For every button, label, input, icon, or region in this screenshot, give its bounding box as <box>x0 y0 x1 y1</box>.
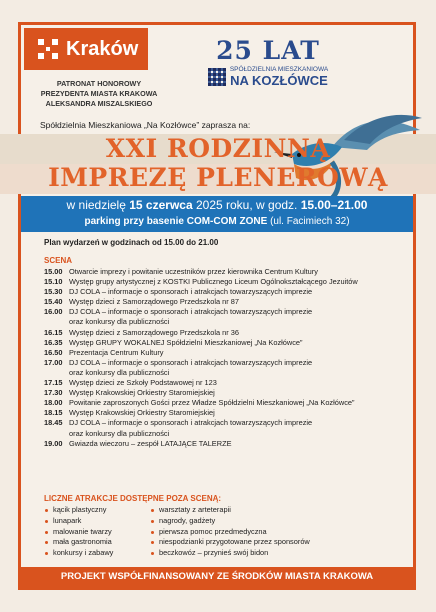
attraction-item: beczkowóz – przynieś swój bidon <box>150 548 310 559</box>
event-date: w niedzielę 15 czerwca 2025 roku, w godz. 15.00–21.00 <box>66 198 368 212</box>
schedule-row <box>44 338 404 348</box>
invitation-text: Spółdzielnia Mieszkaniowa „Na Kozłówce” zaprasza na: <box>40 120 251 130</box>
schedule-row <box>44 408 404 418</box>
schedule-text: Występ Krakowskiej Orkiestry Staromiejskiej <box>69 408 215 418</box>
schedule-row <box>44 378 404 388</box>
schedule-text: Prezentacja Centrum Kultury <box>69 347 164 357</box>
schedule-continuation: oraz konkursy dla publiczności <box>69 367 170 377</box>
schedule-text: Występ GRUPY WOKALNEJ Spółdzielni Mieszkaniowej „Na Kozłówce” <box>69 337 303 347</box>
schedule-continuation: oraz konkursy dla publiczności <box>69 428 170 438</box>
schedule-row <box>44 358 404 368</box>
schedule-text: DJ COLA – informacje o sponsorach i atrakcjach towarzyszących imprezie <box>69 287 313 297</box>
event-headline: XXI RODZINNĄ IMPREZĘ PLENEROWĄ <box>48 134 388 192</box>
schedule-time: 19.00 <box>44 438 63 448</box>
schedule-row <box>44 398 404 408</box>
attraction-item: kącik plastyczny <box>44 505 113 516</box>
krakow-logo <box>24 28 148 70</box>
schedule-time: 18.00 <box>44 398 63 408</box>
attraction-item: malowanie twarzy <box>44 527 113 538</box>
schedule-text: Występ dzieci z Samorządowego Przedszkola nr 36 <box>69 327 239 337</box>
attraction-item: niespodzianki przygotowane przez sponsorów <box>150 537 310 548</box>
schedule-text: Występ dzieci z Samorządowego Przedszkola nr 87 <box>69 297 239 307</box>
honorary-patronage: PATRONAT HONOROWY PREZYDENTA MIASTA KRAKOWA ALEKSANDRA MISZALSKIEGO <box>40 79 158 108</box>
schedule-text: Występ Krakowskiej Orkiestry Staromiejskiej <box>69 388 215 398</box>
schedule-text: Występ dzieci ze Szkoły Podstawowej nr 123 <box>69 378 217 388</box>
schedule-text: Gwiazda wieczoru – zespół LATAJĄCE TALERZE <box>69 438 232 448</box>
schedule-time: 17.15 <box>44 378 63 388</box>
plan-title: Plan wydarzeń w godzinach od 15.00 do 21.00 <box>44 238 219 247</box>
schedule-row <box>44 388 404 398</box>
attraction-item: warsztaty z arteterapii <box>150 505 310 516</box>
schedule-row <box>44 277 404 287</box>
schedule-text: Występ grupy artystycznej z KOSTKI Publicznego Liceum Ogólnokształcącego Jezuitów <box>69 277 358 287</box>
event-place: parking przy basenie COM-COM ZONE (ul. Facimiech 32) <box>84 216 350 227</box>
logo-text: Kraków <box>66 37 139 60</box>
schedule-list <box>44 267 404 449</box>
schedule-time: 15.00 <box>44 267 63 276</box>
schedule-time: 17.30 <box>44 388 63 398</box>
schedule-row <box>44 297 404 307</box>
schedule-time: 16.35 <box>44 337 63 347</box>
attraction-item: nagrody, gadżety <box>150 516 310 527</box>
schedule-row <box>44 307 404 317</box>
attraction-item: lunapark <box>44 516 113 527</box>
schedule-time: 16.50 <box>44 347 63 357</box>
schedule-row <box>44 267 404 277</box>
schedule-row <box>44 348 404 358</box>
schedule-time: 16.15 <box>44 327 63 337</box>
schedule-time: 17.00 <box>44 357 63 367</box>
attractions-title: LICZNE ATRAKCJE DOSTĘPNE POZA SCENĄ: <box>44 494 222 503</box>
attractions-right <box>150 505 310 559</box>
attraction-item: mała gastronomia <box>44 537 113 548</box>
building-grid-icon <box>208 68 226 86</box>
cooperative-label: SPÓŁDZIELNIA MIESZKANIOWA <box>229 66 329 73</box>
schedule-time: 16.00 <box>44 307 63 317</box>
city-cross-icon <box>38 39 58 59</box>
cooperative-name: NA KOZŁÓWCE <box>230 73 328 88</box>
attractions-left <box>44 505 113 559</box>
attraction-item: pierwsza pomoc przedmedyczna <box>150 527 310 538</box>
attraction-item: konkursy i zabawy <box>44 548 113 559</box>
schedule-time: 15.40 <box>44 297 63 307</box>
scene-title: SCENA <box>44 256 73 265</box>
schedule-row <box>44 418 404 428</box>
schedule-continuation: oraz konkursy dla publiczności <box>69 317 170 327</box>
schedule-time: 18.15 <box>44 408 63 418</box>
anniversary-logo <box>200 38 336 88</box>
schedule-time: 15.30 <box>44 287 63 297</box>
schedule-row <box>44 439 404 449</box>
schedule-text: Powitanie zaproszonych Gości przez Władze Spółdzielni Mieszkaniowej „Na Kozłówce” <box>69 398 355 408</box>
schedule-text: DJ COLA – informacje o sponsorach i atrakcjach towarzyszących imprezie <box>69 357 313 367</box>
schedule-text: DJ COLA – informacje o sponsorach i atrakcjach towarzyszących imprezie <box>69 307 313 317</box>
schedule-time: 18.45 <box>44 418 63 428</box>
cofinancing-footer: PROJEKT WSPÓŁFINANSOWANY ZE ŚRODKÓW MIASTA KRAKOWA <box>21 567 413 587</box>
schedule-text: DJ COLA – informacje o sponsorach i atrakcjach towarzyszących imprezie <box>69 418 313 428</box>
schedule-row <box>44 287 404 297</box>
anniversary-number: 25 LAT <box>216 36 320 65</box>
schedule-row <box>44 328 404 338</box>
schedule-time: 15.10 <box>44 277 63 287</box>
schedule-text: Otwarcie imprezy i powitanie uczestników przez kierownika Centrum Kultury <box>69 267 318 276</box>
